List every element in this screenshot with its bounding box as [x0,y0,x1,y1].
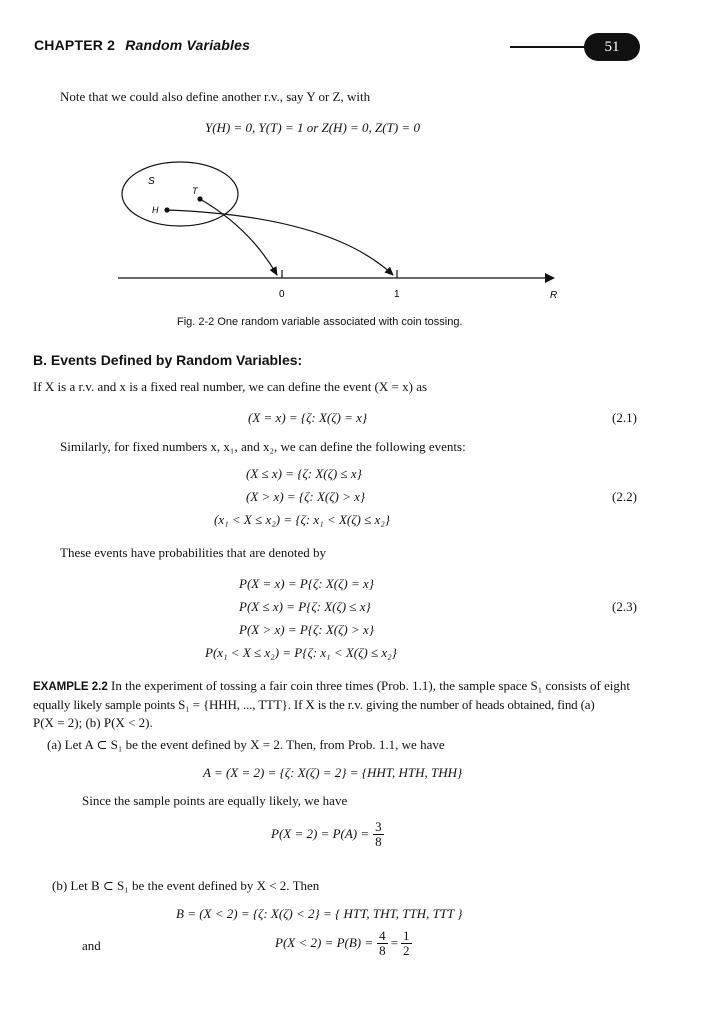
prob-a-left: P(X = 2) = P(A) = [271,826,370,842]
equation-2-2-line-3: (x₁ < X ≤ x₂) = {ζ: x₁ < X(ζ) ≤ x₂} [214,512,390,527]
example-text-line-2: equally likely sample points S₁ = {HHH, ..., TTT}. If X is the r.v. giving the number of heads obtained, find (a) [33,697,595,712]
fraction-1-2-denominator: 2 [403,942,410,958]
sample-space-ellipse [122,162,238,226]
equation-2-3-line-1: P(X = x) = P{ζ: X(ζ) = x} [239,576,374,591]
equation-2-2-line-1: (X ≤ x) = {ζ: X(ζ) ≤ x} [246,466,362,481]
equation-event-a: A = (X = 2) = {ζ: X(ζ) = 2} = {HHT, HTH, THH} [203,765,463,780]
tick-1-label: 1 [394,289,400,300]
fraction-3-8 [373,820,384,848]
fraction-4-8-numerator: 4 [379,928,386,943]
probabilities-intro: These events have probabilities that are denoted by [60,545,327,560]
fraction-1-2-numerator: 1 [403,928,410,943]
axis-label-R: R [550,290,558,301]
example-paragraph [33,678,663,694]
fraction-3-8-denominator: 8 [375,833,382,849]
example-text-line-1: In the experiment of tossing a fair coin three times (Prob. 1.1), the sample space S₁ consists of eight [111,678,631,693]
equation-prob-b [275,929,412,957]
part-a-text: (a) Let A ⊂ S₁ be the event defined by X = 2. Then, from Prob. 1.1, we have [47,737,445,752]
equation-2-1: (X = x) = {ζ: X(ζ) = x} [248,410,368,425]
chapter-title: Random Variables [125,37,251,53]
similarly-text: Similarly, for fixed numbers x, x₁, and x₂, we can define the following events: [60,439,466,454]
chapter-label: CHAPTER 2 [34,37,116,53]
mapping-T-to-1-arrow [200,199,277,275]
fraction-4-8 [377,929,388,957]
equation-2-3-line-3: P(X > x) = P{ζ: X(ζ) > x} [239,622,374,637]
equation-2-2-number: (2.2) [612,489,637,504]
equally-likely-text: Since the sample points are equally likely, we have [82,793,348,808]
equation-event-b: B = (X < 2) = {ζ: X(ζ) < 2} = { HTT, THT, TTH, TTT } [176,906,463,921]
example-text-line-3: P(X = 2); (b) P(X < 2). [33,715,153,730]
fraction-4-8-denominator: 8 [379,942,386,958]
section-heading: B. Events Defined by Random Variables: [33,352,303,368]
intro-equation: Y(H) = 0, Y(T) = 1 or Z(H) = 0, Z(T) = 0 [205,120,420,135]
part-b-text: (b) Let B ⊂ S₁ be the event defined by X < 2. Then [52,878,320,893]
equation-2-3-number: (2.3) [612,599,637,614]
figure-caption: Fig. 2-2 One random variable associated with coin tossing. [177,316,463,328]
label-T: T [192,186,198,196]
real-axis-arrow [545,273,555,283]
section-intro: If X is a r.v. and x is a fixed real number, we can define the event (X = x) as [33,379,428,394]
figure-2-2 [0,150,706,310]
intro-text: Note that we could also define another r.v., say Y or Z, with [60,89,371,104]
and-text: and [82,938,101,953]
label-S: S [148,176,155,187]
prob-b-left: P(X < 2) = P(B) = [275,935,374,951]
page-number: 51 [584,33,640,61]
tick-0-label: 0 [279,289,285,300]
equals-sign: = [390,935,398,951]
equation-2-2-line-2: (X > x) = {ζ: X(ζ) > x} [246,489,366,504]
running-header [34,37,250,53]
fraction-3-8-numerator: 3 [375,819,382,834]
label-H: H [152,205,159,215]
mapping-H-to-0-arrow [167,210,393,275]
equation-2-3-line-4: P(x₁ < X ≤ x₂) = P{ζ: x₁ < X(ζ) ≤ x₂} [205,645,397,660]
example-label: EXAMPLE 2.2 [33,681,108,693]
fraction-1-2 [401,929,412,957]
equation-2-1-number: (2.1) [612,410,637,425]
equation-prob-a [271,820,384,848]
equation-2-3-line-2: P(X ≤ x) = P{ζ: X(ζ) ≤ x} [239,599,371,614]
